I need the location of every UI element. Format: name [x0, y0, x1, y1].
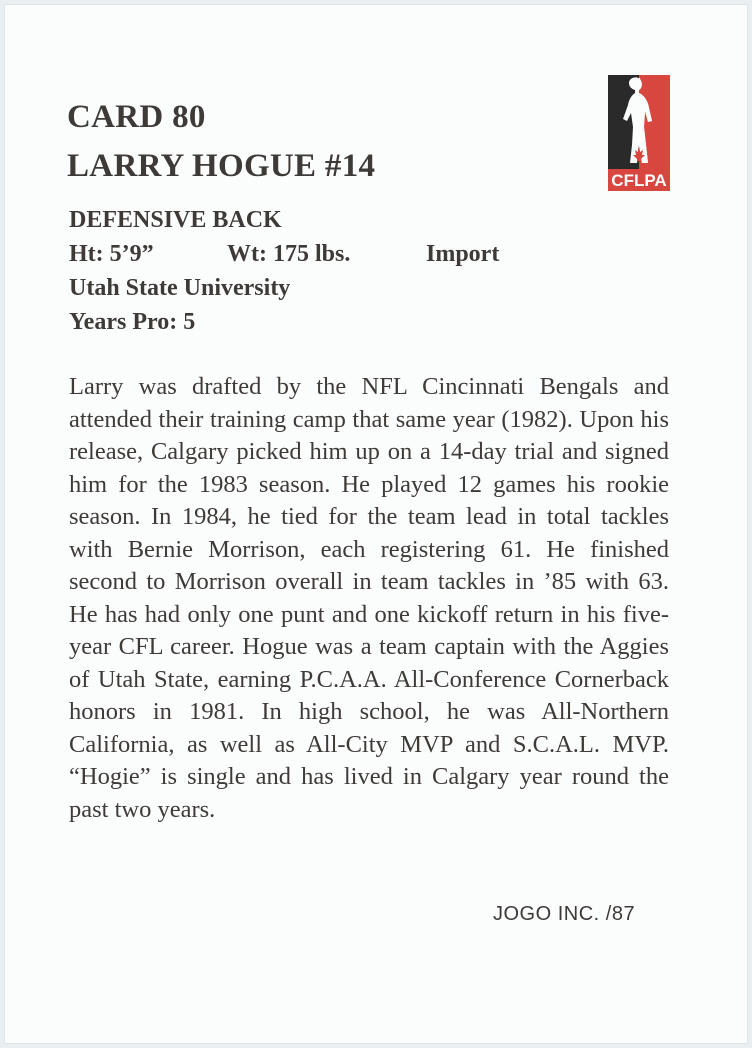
player-college: Utah State University	[69, 275, 291, 301]
logo-text: CFLPA	[611, 171, 667, 190]
player-years-pro: Years Pro: 5	[69, 309, 196, 335]
player-name: LARRY HOGUE #14	[67, 148, 376, 184]
card-number: CARD 80	[67, 99, 206, 135]
player-biography: Larry was drafted by the NFL Cincinnati Bengals and attended their training camp that same year (1982). Upon his release, Calgary picked him up on a 14-day trial and signed him for the 1983 season. He played 12 games his rookie season. In 1984, he tied for the team lead in total tackles with Bernie Morrison, each registering 61. He finished second to Morrison overall in team tackles in ’85 with 63. He has had only one punt and one kickoff return in his five-year CFL career. Hogue was a team captain with the Aggies of Utah State, earning P.C.A.A. All-Conference Cornerback honors in 1981. In high school, he was All-Northern California, as well as All-City MVP and S.C.A.L. MVP. “Hogie” is single and has lived in Calgary year round the past two years.	[69, 373, 669, 823]
player-position: DEFENSIVE BACK	[69, 207, 282, 233]
player-height: Ht: 5’9”	[69, 241, 154, 267]
player-status: Import	[426, 241, 500, 267]
cflpa-logo	[608, 75, 670, 191]
player-weight: Wt: 175 lbs.	[227, 241, 351, 267]
trading-card-back	[4, 4, 748, 1044]
copyright-footer: JOGO INC. /87	[493, 903, 636, 925]
